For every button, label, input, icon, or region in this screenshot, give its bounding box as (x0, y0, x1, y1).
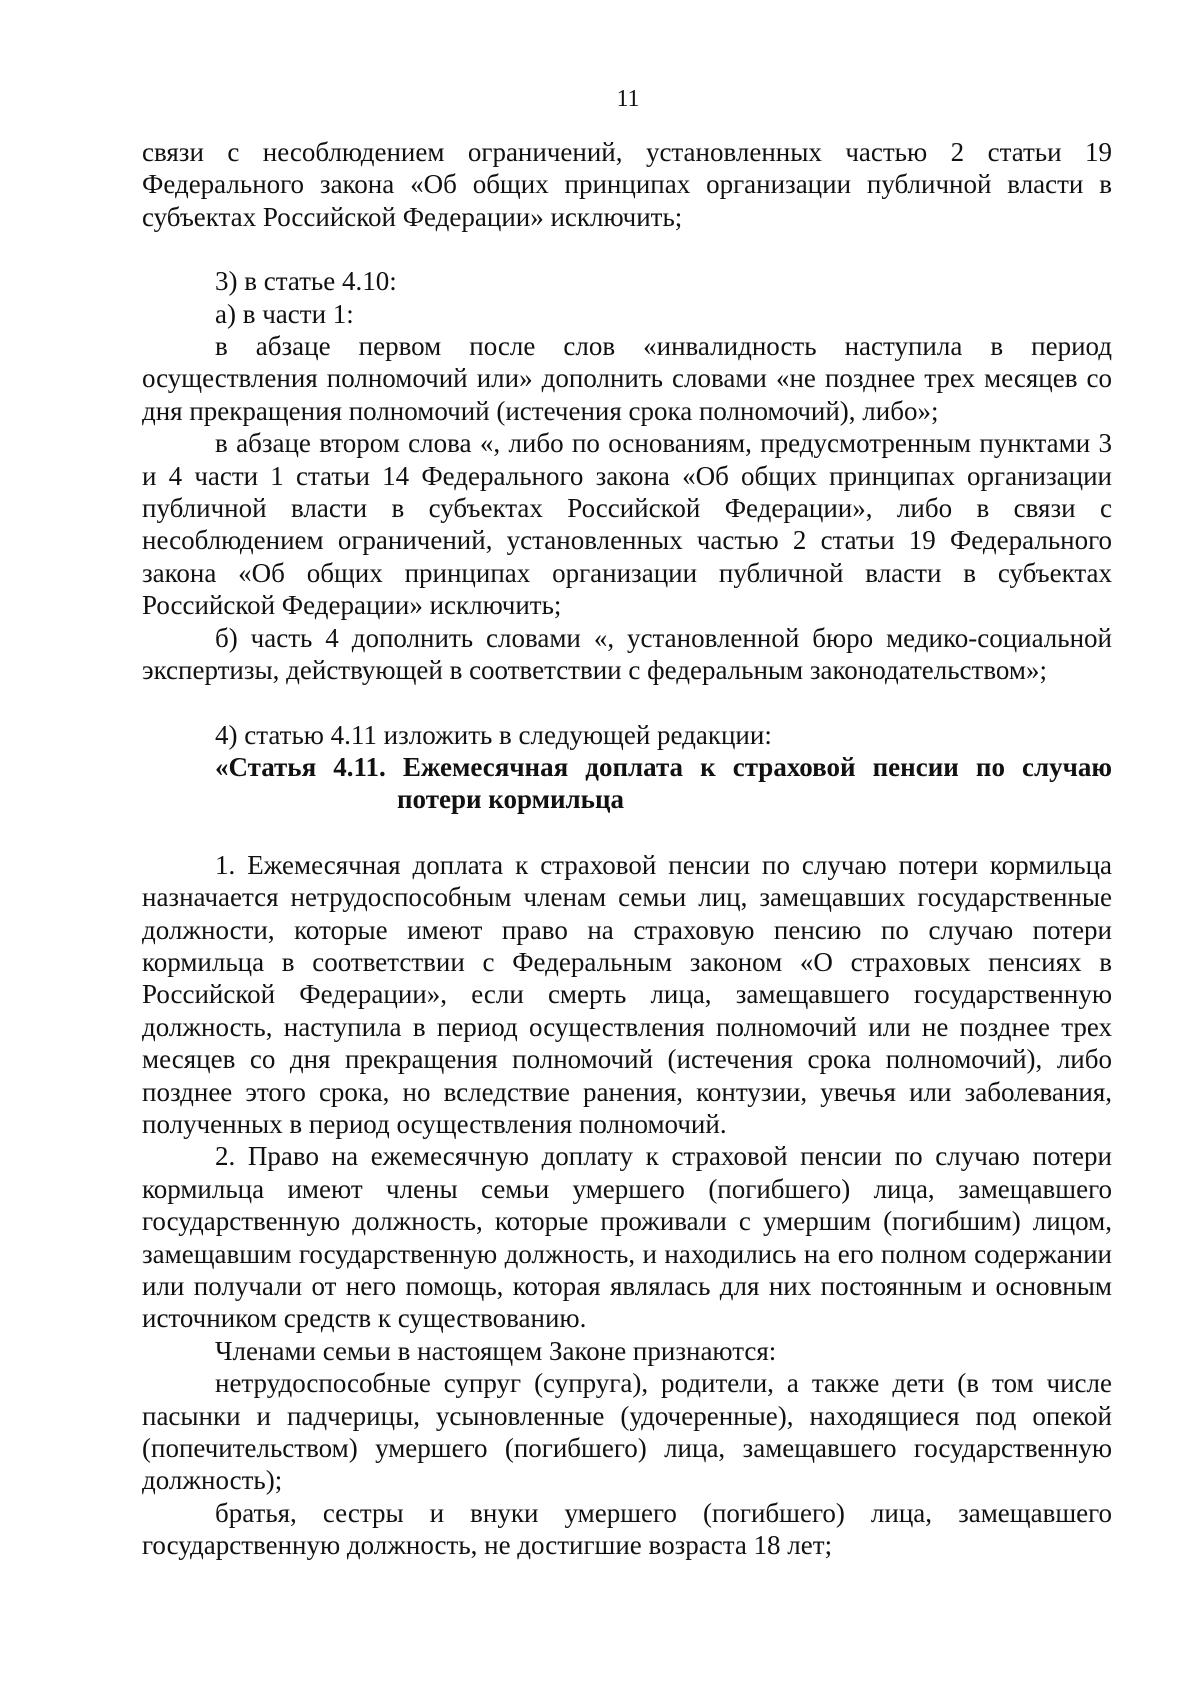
document-body (142, 136, 1112, 1562)
item-3a-title: а) в части 1: (215, 298, 354, 329)
item-3b: б) часть 4 дополнить словами «, установленной бюро медико-социальной экспертизы, действующей в соответствии с федеральным законодательством»; (142, 622, 1112, 686)
article-heading (142, 751, 1112, 816)
item-3-title: 3) в статье 4.10: (215, 266, 397, 297)
article-paragraph-3: Членами семьи в настоящем Законе признаются: (215, 1335, 777, 1366)
item-3a-paragraph-1: в абзаце первом после слов «инвалидность наступила в период осуществления полномочий или» дополнить словами «не позднее трех месяцев со дня прекращения полномочий (истечения срока полномочий), либо»; (142, 331, 1112, 426)
article-paragraph-2: 2. Право на ежемесячную доплату к страховой пенсии по случаю потери кормильца имеют члены семьи умершего (погибшего) лица, замещавшего государственную должность, которые проживали с умершим (погибшим) лицом, замещавшим государственную должность, и находились на его полном содержании или получали от него помощь, которая являлась для них постоянным и основным источником средств к существованию. (142, 1141, 1112, 1334)
article-paragraph-5: братья, сестры и внуки умершего (погибшего) лица, замещавшего государственную должность, не достигшие возраста 18 лет; (142, 1497, 1112, 1561)
article-paragraph-1: 1. Ежемесячная доплата к страховой пенсии по случаю потери кормильца назначается нетрудоспособным членам семьи лиц, замещавших государственные должности, которые имеют право на страховую пенсию по случаю потери кормильца в соответствии с Федеральным законом «О страховых пенсиях в Российской Федерации», если смерть лица, замещавшего государственную должность, наступила в период осуществления полномочий или не позднее трех месяцев со дня прекращения полномочий (истечения срока полномочий), либо позднее этого срока, но вследствие ранения, контузии, увечья или заболевания, полученных в период осуществления полномочий. (142, 849, 1112, 1139)
page-number: 11 (616, 86, 640, 112)
item-3a-paragraph-2: в абзаце втором слова «, либо по основаниям, предусмотренным пунктами 3 и 4 части 1 статьи 14 Федерального закона «Об общих принципах организации публичной власти в субъектах Российской Федерации», либо в связи с несоблюдением ограничений, установленных частью 2 статьи 19 Федерального закона «Об общих принципах организации публичной власти в субъектах Российской Федерации» исключить; (142, 428, 1112, 621)
article-heading-line-1: «Статья 4.11. Ежемесячная доплата к страховой пенсии по случаю (215, 751, 1112, 782)
paragraph-continuation: связи с несоблюдением ограничений, установленных частью 2 статьи 19 Федерального закона «Об общих принципах организации публичной власти в субъектах Российской Федерации» исключить; (142, 137, 1112, 232)
article-paragraph-4: нетрудоспособные супруг (супруга), родители, а также дети (в том числе пасынки и падчерицы, усыновленные (удочеренные), находящиеся под опекой (попечительством) умершего (погибшего) лица, замещавшего государственную должность); (142, 1368, 1112, 1496)
item-4-title: 4) статью 4.11 изложить в следующей редакции: (215, 719, 772, 750)
article-heading-line-2: потери кормильца (397, 784, 625, 815)
